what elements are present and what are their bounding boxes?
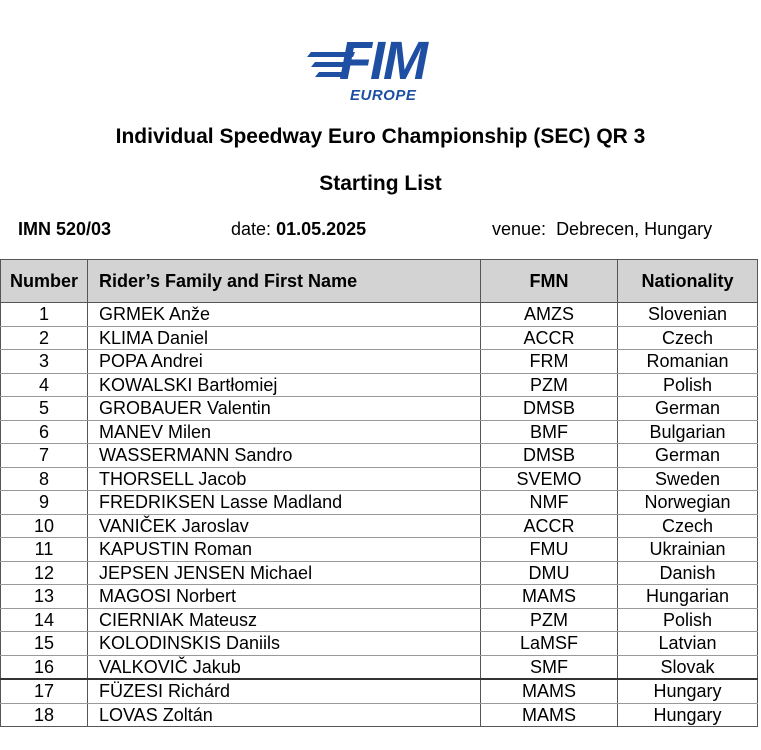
- table-row: [1, 703, 758, 727]
- imn-number: IMN 520/03: [18, 219, 112, 239]
- document-title: Individual Speedway Euro Championship (SEC) QR 3: [115, 125, 646, 148]
- rider-name: JEPSEN JENSEN Michael: [88, 561, 481, 585]
- rider-number: 1: [1, 303, 88, 327]
- rider-fmn: MAMS: [481, 679, 618, 703]
- rider-fmn: NMF: [481, 491, 618, 515]
- rider-nationality: Ukrainian: [618, 538, 758, 562]
- venue-value: Debrecen, Hungary: [556, 219, 713, 239]
- logo-fim-text: FIM: [339, 31, 426, 91]
- rider-nationality: Romanian: [618, 350, 758, 374]
- rider-nationality: Hungary: [618, 679, 758, 703]
- rider-fmn: ACCR: [481, 326, 618, 350]
- rider-nationality: German: [618, 397, 758, 421]
- rider-name: VALKOVIČ Jakub: [88, 655, 481, 679]
- fim-europe-logo: [305, 31, 435, 106]
- rider-number: 9: [1, 491, 88, 515]
- venue-label: venue:: [492, 219, 547, 239]
- rider-name: LOVAS Zoltán: [88, 703, 481, 727]
- rider-nationality: Polish: [618, 373, 758, 397]
- rider-fmn: AMZS: [481, 303, 618, 327]
- header-nationality: Nationality: [618, 260, 758, 303]
- rider-number: 4: [1, 373, 88, 397]
- rider-nationality: Hungary: [618, 703, 758, 727]
- rider-number: 5: [1, 397, 88, 421]
- table-row: [1, 373, 758, 397]
- table-row: [1, 420, 758, 444]
- table-row: [1, 491, 758, 515]
- header-name: Rider’s Family and First Name: [88, 260, 481, 303]
- rider-number: 16: [1, 655, 88, 679]
- rider-nationality: Sweden: [618, 467, 758, 491]
- rider-nationality: Bulgarian: [618, 420, 758, 444]
- rider-nationality: Czech: [618, 514, 758, 538]
- date-label: date:: [231, 219, 272, 239]
- rider-nationality: Slovenian: [618, 303, 758, 327]
- table-row: [1, 514, 758, 538]
- table-row: [1, 679, 758, 703]
- rider-fmn: BMF: [481, 420, 618, 444]
- rider-name: MANEV Milen: [88, 420, 481, 444]
- rider-name: WASSERMANN Sandro: [88, 444, 481, 468]
- rider-name: FÜZESI Richárd: [88, 679, 481, 703]
- logo-europe-text: EUROPE: [350, 87, 417, 104]
- rider-nationality: Latvian: [618, 632, 758, 656]
- event-date: [231, 218, 366, 240]
- table-row: [1, 326, 758, 350]
- table-row: [1, 397, 758, 421]
- rider-nationality: Norwegian: [618, 491, 758, 515]
- rider-nationality: Danish: [618, 561, 758, 585]
- rider-nationality: Slovak: [618, 655, 758, 679]
- table-header-row: [1, 260, 758, 303]
- rider-name: THORSELL Jacob: [88, 467, 481, 491]
- rider-number: 10: [1, 514, 88, 538]
- rider-name: FREDRIKSEN Lasse Madland: [88, 491, 481, 515]
- rider-fmn: SVEMO: [481, 467, 618, 491]
- rider-fmn: LaMSF: [481, 632, 618, 656]
- rider-number: 15: [1, 632, 88, 656]
- rider-name: KOWALSKI Bartłomiej: [88, 373, 481, 397]
- rider-name: MAGOSI Norbert: [88, 585, 481, 609]
- rider-number: 7: [1, 444, 88, 468]
- rider-fmn: PZM: [481, 608, 618, 632]
- rider-nationality: German: [618, 444, 758, 468]
- rider-number: 8: [1, 467, 88, 491]
- rider-fmn: FRM: [481, 350, 618, 374]
- rider-number: 13: [1, 585, 88, 609]
- rider-fmn: ACCR: [481, 514, 618, 538]
- rider-nationality: Czech: [618, 326, 758, 350]
- rider-number: 17: [1, 679, 88, 703]
- document-subtitle: Starting List: [319, 172, 442, 195]
- rider-number: 14: [1, 608, 88, 632]
- date-value: 01.05.2025: [276, 219, 367, 239]
- rider-number: 18: [1, 703, 88, 727]
- rider-name: KAPUSTIN Roman: [88, 538, 481, 562]
- rider-number: 2: [1, 326, 88, 350]
- table-row: [1, 467, 758, 491]
- table-row: [1, 655, 758, 679]
- rider-number: 6: [1, 420, 88, 444]
- rider-fmn: MAMS: [481, 703, 618, 727]
- rider-nationality: Polish: [618, 608, 758, 632]
- rider-fmn: DMU: [481, 561, 618, 585]
- rider-name: CIERNIAK Mateusz: [88, 608, 481, 632]
- event-venue: [492, 218, 712, 240]
- table-row: [1, 350, 758, 374]
- table-row: [1, 538, 758, 562]
- table-row: [1, 303, 758, 327]
- starting-list-table: [0, 259, 758, 727]
- rider-fmn: PZM: [481, 373, 618, 397]
- table-row: [1, 585, 758, 609]
- rider-fmn: SMF: [481, 655, 618, 679]
- table-row: [1, 561, 758, 585]
- rider-name: GRMEK Anže: [88, 303, 481, 327]
- rider-name: GROBAUER Valentin: [88, 397, 481, 421]
- table-row: [1, 444, 758, 468]
- rider-fmn: DMSB: [481, 397, 618, 421]
- header-number: Number: [1, 260, 88, 303]
- rider-fmn: FMU: [481, 538, 618, 562]
- table-row: [1, 608, 758, 632]
- rider-fmn: DMSB: [481, 444, 618, 468]
- rider-fmn: MAMS: [481, 585, 618, 609]
- rider-name: KLIMA Daniel: [88, 326, 481, 350]
- rider-number: 11: [1, 538, 88, 562]
- rider-name: VANIČEK Jaroslav: [88, 514, 481, 538]
- rider-number: 12: [1, 561, 88, 585]
- header-fmn: FMN: [481, 260, 618, 303]
- rider-nationality: Hungarian: [618, 585, 758, 609]
- table-row: [1, 632, 758, 656]
- rider-name: KOLODINSKIS Daniils: [88, 632, 481, 656]
- rider-number: 3: [1, 350, 88, 374]
- rider-name: POPA Andrei: [88, 350, 481, 374]
